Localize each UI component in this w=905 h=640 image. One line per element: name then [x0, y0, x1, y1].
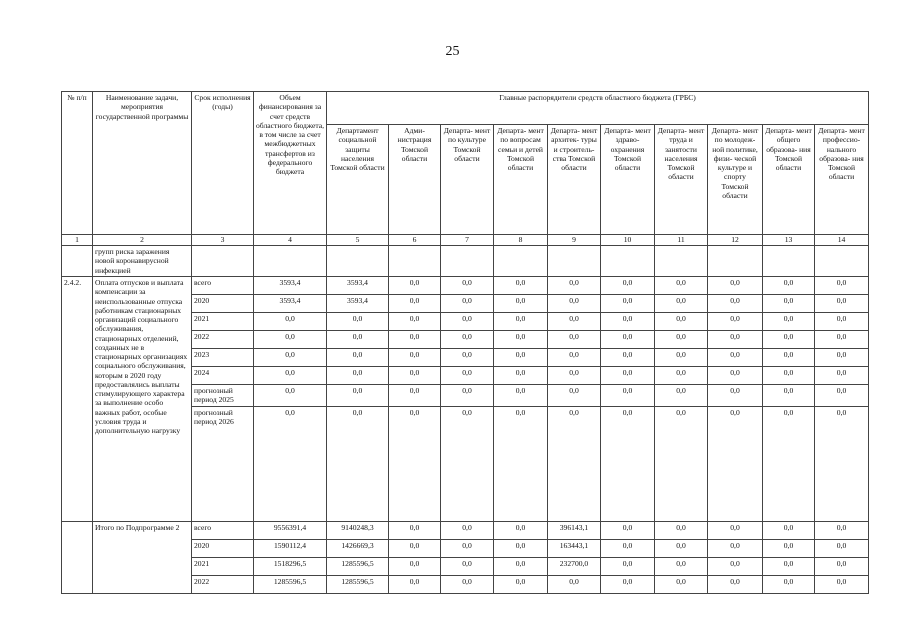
- row-value: 0,0: [815, 349, 869, 367]
- row-value: 0,0: [548, 367, 601, 385]
- row-value: 0,0: [441, 557, 494, 575]
- empty-cell: [62, 246, 93, 277]
- row-value: 0,0: [548, 406, 601, 521]
- row-value: 3593,4: [254, 295, 327, 313]
- column-number: 14: [815, 235, 869, 246]
- row-value: 0,0: [708, 521, 763, 539]
- header-department: Департа- мент по молодеж- ной политике, физи- ческой культуре и спорту Томской области: [708, 125, 763, 235]
- row-task: Оплата отпусков и выплата компенсации за неиспользованные отпуска работникам стационарных организаций социального обслуживания, стационарных отделений, созданных не в стационарных организациях социального обслуживания, которым в 2020 году предоставлялись выплаты стимулирующего характера за выполнение особо важных работ, особые условия труда и дополнительную нагрузку: [93, 277, 192, 522]
- table-header: [62, 92, 869, 235]
- header-department: Департа- мент общего образова- ния Томской области: [763, 125, 815, 235]
- row-value: 0,0: [389, 331, 441, 349]
- row-value: 0,0: [655, 539, 708, 557]
- row-value: 0,0: [494, 313, 548, 331]
- row-value: 0,0: [815, 521, 869, 539]
- row-value: 9556391,4: [254, 521, 327, 539]
- row-value: 0,0: [655, 331, 708, 349]
- row-value: 0,0: [655, 313, 708, 331]
- row-value: 0,0: [548, 385, 601, 407]
- row-value: 0,0: [815, 575, 869, 593]
- row-value: 0,0: [494, 349, 548, 367]
- table-row: [62, 277, 869, 295]
- row-period: всего: [192, 521, 254, 539]
- row-value: 0,0: [441, 349, 494, 367]
- row-code: [62, 521, 93, 593]
- row-value: 0,0: [763, 277, 815, 295]
- header-volume: Объем финансирования за счет средств областного бюджета, в том числе за счет межбюджетных трансфертов из федерального бюджета: [254, 92, 327, 235]
- row-value: 0,0: [601, 277, 655, 295]
- row-value: 0,0: [494, 367, 548, 385]
- row-value: 0,0: [655, 295, 708, 313]
- row-period: прогнозный период 2026: [192, 406, 254, 521]
- row-value: 0,0: [815, 313, 869, 331]
- column-number: 6: [389, 235, 441, 246]
- row-value: 0,0: [441, 277, 494, 295]
- row-value: 0,0: [254, 406, 327, 521]
- row-value: 0,0: [708, 277, 763, 295]
- row-code: 2.4.2.: [62, 277, 93, 522]
- row-value: 0,0: [548, 295, 601, 313]
- row-period: 2021: [192, 557, 254, 575]
- empty-cell: [441, 246, 494, 277]
- row-value: 0,0: [601, 575, 655, 593]
- header-grbs: Главные распорядители средств областного бюджета (ГРБС): [327, 92, 869, 125]
- row-value: 0,0: [655, 557, 708, 575]
- row-task: Итого по Подпрограмме 2: [93, 521, 192, 593]
- table-body: [62, 235, 869, 594]
- row-value: 1285596,5: [254, 575, 327, 593]
- row-value: 0,0: [327, 313, 389, 331]
- row-value: 0,0: [601, 367, 655, 385]
- row-value: 0,0: [601, 406, 655, 521]
- row-value: 0,0: [601, 349, 655, 367]
- row-value: 0,0: [494, 385, 548, 407]
- empty-cell: [655, 246, 708, 277]
- row-value: 3593,4: [254, 277, 327, 295]
- row-period: всего: [192, 277, 254, 295]
- column-number: 12: [708, 235, 763, 246]
- row-value: 1285596,5: [327, 557, 389, 575]
- row-value: 0,0: [708, 367, 763, 385]
- continuation-row: [62, 246, 869, 277]
- row-value: 0,0: [815, 539, 869, 557]
- row-value: 0,0: [815, 331, 869, 349]
- row-value: 0,0: [389, 539, 441, 557]
- row-value: 0,0: [254, 367, 327, 385]
- row-value: 3593,4: [327, 295, 389, 313]
- row-value: 0,0: [655, 521, 708, 539]
- row-value: 0,0: [708, 295, 763, 313]
- task-continuation: групп риска заражения новой коронавирусной инфекцией: [93, 246, 192, 277]
- row-value: 0,0: [601, 385, 655, 407]
- row-value: 0,0: [389, 367, 441, 385]
- column-number-row: [62, 235, 869, 246]
- row-value: 0,0: [763, 406, 815, 521]
- column-number: 13: [763, 235, 815, 246]
- row-value: 0,0: [327, 331, 389, 349]
- row-value: 163443,1: [548, 539, 601, 557]
- row-value: 0,0: [655, 575, 708, 593]
- column-number: 10: [601, 235, 655, 246]
- header-department: Департа- мент профессио- нального образова- ния Томской области: [815, 125, 869, 235]
- row-value: 0,0: [548, 313, 601, 331]
- row-value: 0,0: [708, 385, 763, 407]
- row-value: 0,0: [494, 277, 548, 295]
- row-value: 0,0: [708, 539, 763, 557]
- row-value: 0,0: [815, 406, 869, 521]
- empty-cell: [494, 246, 548, 277]
- row-value: 0,0: [815, 295, 869, 313]
- row-value: 0,0: [815, 557, 869, 575]
- row-value: 0,0: [763, 539, 815, 557]
- row-period: прогнозный период 2025: [192, 385, 254, 407]
- row-value: 0,0: [815, 385, 869, 407]
- row-value: 0,0: [763, 575, 815, 593]
- column-number: 11: [655, 235, 708, 246]
- budget-table: [61, 91, 869, 594]
- row-value: 232700,0: [548, 557, 601, 575]
- row-value: 0,0: [441, 575, 494, 593]
- empty-cell: [815, 246, 869, 277]
- column-number: 4: [254, 235, 327, 246]
- row-value: 0,0: [601, 331, 655, 349]
- row-value: 0,0: [327, 367, 389, 385]
- row-value: 0,0: [763, 295, 815, 313]
- row-value: 0,0: [763, 385, 815, 407]
- row-value: 0,0: [389, 313, 441, 331]
- row-value: 1590112,4: [254, 539, 327, 557]
- table-row: [62, 521, 869, 539]
- header-department: Адми- нистрация Томской области: [389, 125, 441, 235]
- row-value: 0,0: [494, 521, 548, 539]
- row-period: 2022: [192, 575, 254, 593]
- row-period: 2023: [192, 349, 254, 367]
- row-value: 0,0: [441, 539, 494, 557]
- header-department: Департамент социальной защиты населения Томской области: [327, 125, 389, 235]
- row-value: 0,0: [763, 313, 815, 331]
- column-number: 2: [93, 235, 192, 246]
- row-value: 0,0: [815, 367, 869, 385]
- row-value: 0,0: [494, 331, 548, 349]
- row-value: 0,0: [655, 349, 708, 367]
- row-value: 0,0: [389, 277, 441, 295]
- row-value: 0,0: [655, 385, 708, 407]
- column-number: 7: [441, 235, 494, 246]
- row-value: 0,0: [494, 575, 548, 593]
- row-value: 0,0: [389, 521, 441, 539]
- row-value: 0,0: [763, 349, 815, 367]
- row-value: 0,0: [601, 521, 655, 539]
- header-department: Департа- мент по вопросам семьи и детей Томской области: [494, 125, 548, 235]
- empty-cell: [601, 246, 655, 277]
- row-value: 0,0: [548, 349, 601, 367]
- row-value: 0,0: [327, 406, 389, 521]
- row-value: 0,0: [655, 277, 708, 295]
- row-value: 0,0: [327, 349, 389, 367]
- header-no: № п/п: [62, 92, 93, 235]
- row-value: 0,0: [601, 295, 655, 313]
- row-value: 0,0: [389, 349, 441, 367]
- row-value: 3593,4: [327, 277, 389, 295]
- column-number: 1: [62, 235, 93, 246]
- column-number: 5: [327, 235, 389, 246]
- row-value: 0,0: [494, 295, 548, 313]
- empty-cell: [192, 246, 254, 277]
- row-value: 0,0: [494, 406, 548, 521]
- row-value: 0,0: [708, 575, 763, 593]
- header-department: Департа- мент здраво- охранения Томской области: [601, 125, 655, 235]
- row-value: 0,0: [494, 539, 548, 557]
- row-value: 0,0: [389, 406, 441, 521]
- row-value: 0,0: [548, 331, 601, 349]
- row-value: 0,0: [494, 557, 548, 575]
- row-value: 396143,1: [548, 521, 601, 539]
- row-value: 0,0: [763, 521, 815, 539]
- row-value: 0,0: [254, 331, 327, 349]
- header-task: Наименование задачи, мероприятия государственной программы: [93, 92, 192, 235]
- row-value: 1518296,5: [254, 557, 327, 575]
- row-value: 0,0: [389, 385, 441, 407]
- row-value: 0,0: [708, 349, 763, 367]
- row-value: 0,0: [441, 385, 494, 407]
- empty-cell: [548, 246, 601, 277]
- row-value: 0,0: [708, 331, 763, 349]
- row-value: 0,0: [815, 277, 869, 295]
- row-value: 0,0: [441, 521, 494, 539]
- row-value: 0,0: [763, 331, 815, 349]
- empty-cell: [763, 246, 815, 277]
- row-value: 0,0: [548, 575, 601, 593]
- column-number: 8: [494, 235, 548, 246]
- row-period: 2022: [192, 331, 254, 349]
- row-value: 1426669,3: [327, 539, 389, 557]
- row-value: 0,0: [708, 557, 763, 575]
- row-value: 0,0: [601, 539, 655, 557]
- row-value: 0,0: [254, 349, 327, 367]
- header-department: Департа- мент труда и занятости населения Томской области: [655, 125, 708, 235]
- row-value: 0,0: [441, 367, 494, 385]
- row-value: 0,0: [601, 313, 655, 331]
- row-value: 0,0: [548, 277, 601, 295]
- row-value: 0,0: [655, 406, 708, 521]
- row-value: 9140248,3: [327, 521, 389, 539]
- row-period: 2024: [192, 367, 254, 385]
- row-period: 2021: [192, 313, 254, 331]
- empty-cell: [389, 246, 441, 277]
- page-number: 25: [445, 44, 460, 59]
- column-number: 9: [548, 235, 601, 246]
- header-department: Департа- мент по культуре Томской области: [441, 125, 494, 235]
- empty-cell: [254, 246, 327, 277]
- row-value: 0,0: [327, 385, 389, 407]
- row-value: 0,0: [254, 313, 327, 331]
- row-value: 0,0: [389, 557, 441, 575]
- row-value: 0,0: [708, 313, 763, 331]
- row-value: 0,0: [389, 295, 441, 313]
- empty-cell: [327, 246, 389, 277]
- column-number: 3: [192, 235, 254, 246]
- row-value: 0,0: [389, 575, 441, 593]
- row-value: 0,0: [708, 406, 763, 521]
- row-period: 2020: [192, 539, 254, 557]
- row-value: 0,0: [601, 557, 655, 575]
- empty-cell: [708, 246, 763, 277]
- row-value: 0,0: [441, 406, 494, 521]
- row-period: 2020: [192, 295, 254, 313]
- row-value: 0,0: [441, 295, 494, 313]
- row-value: 0,0: [763, 367, 815, 385]
- row-value: 1285596,5: [327, 575, 389, 593]
- row-value: 0,0: [441, 331, 494, 349]
- row-value: 0,0: [763, 557, 815, 575]
- row-value: 0,0: [655, 367, 708, 385]
- row-value: 0,0: [254, 385, 327, 407]
- row-value: 0,0: [441, 313, 494, 331]
- header-department: Департа- мент архитек- туры и строитель- ства Томской области: [548, 125, 601, 235]
- header-term: Срок исполнения (годы): [192, 92, 254, 235]
